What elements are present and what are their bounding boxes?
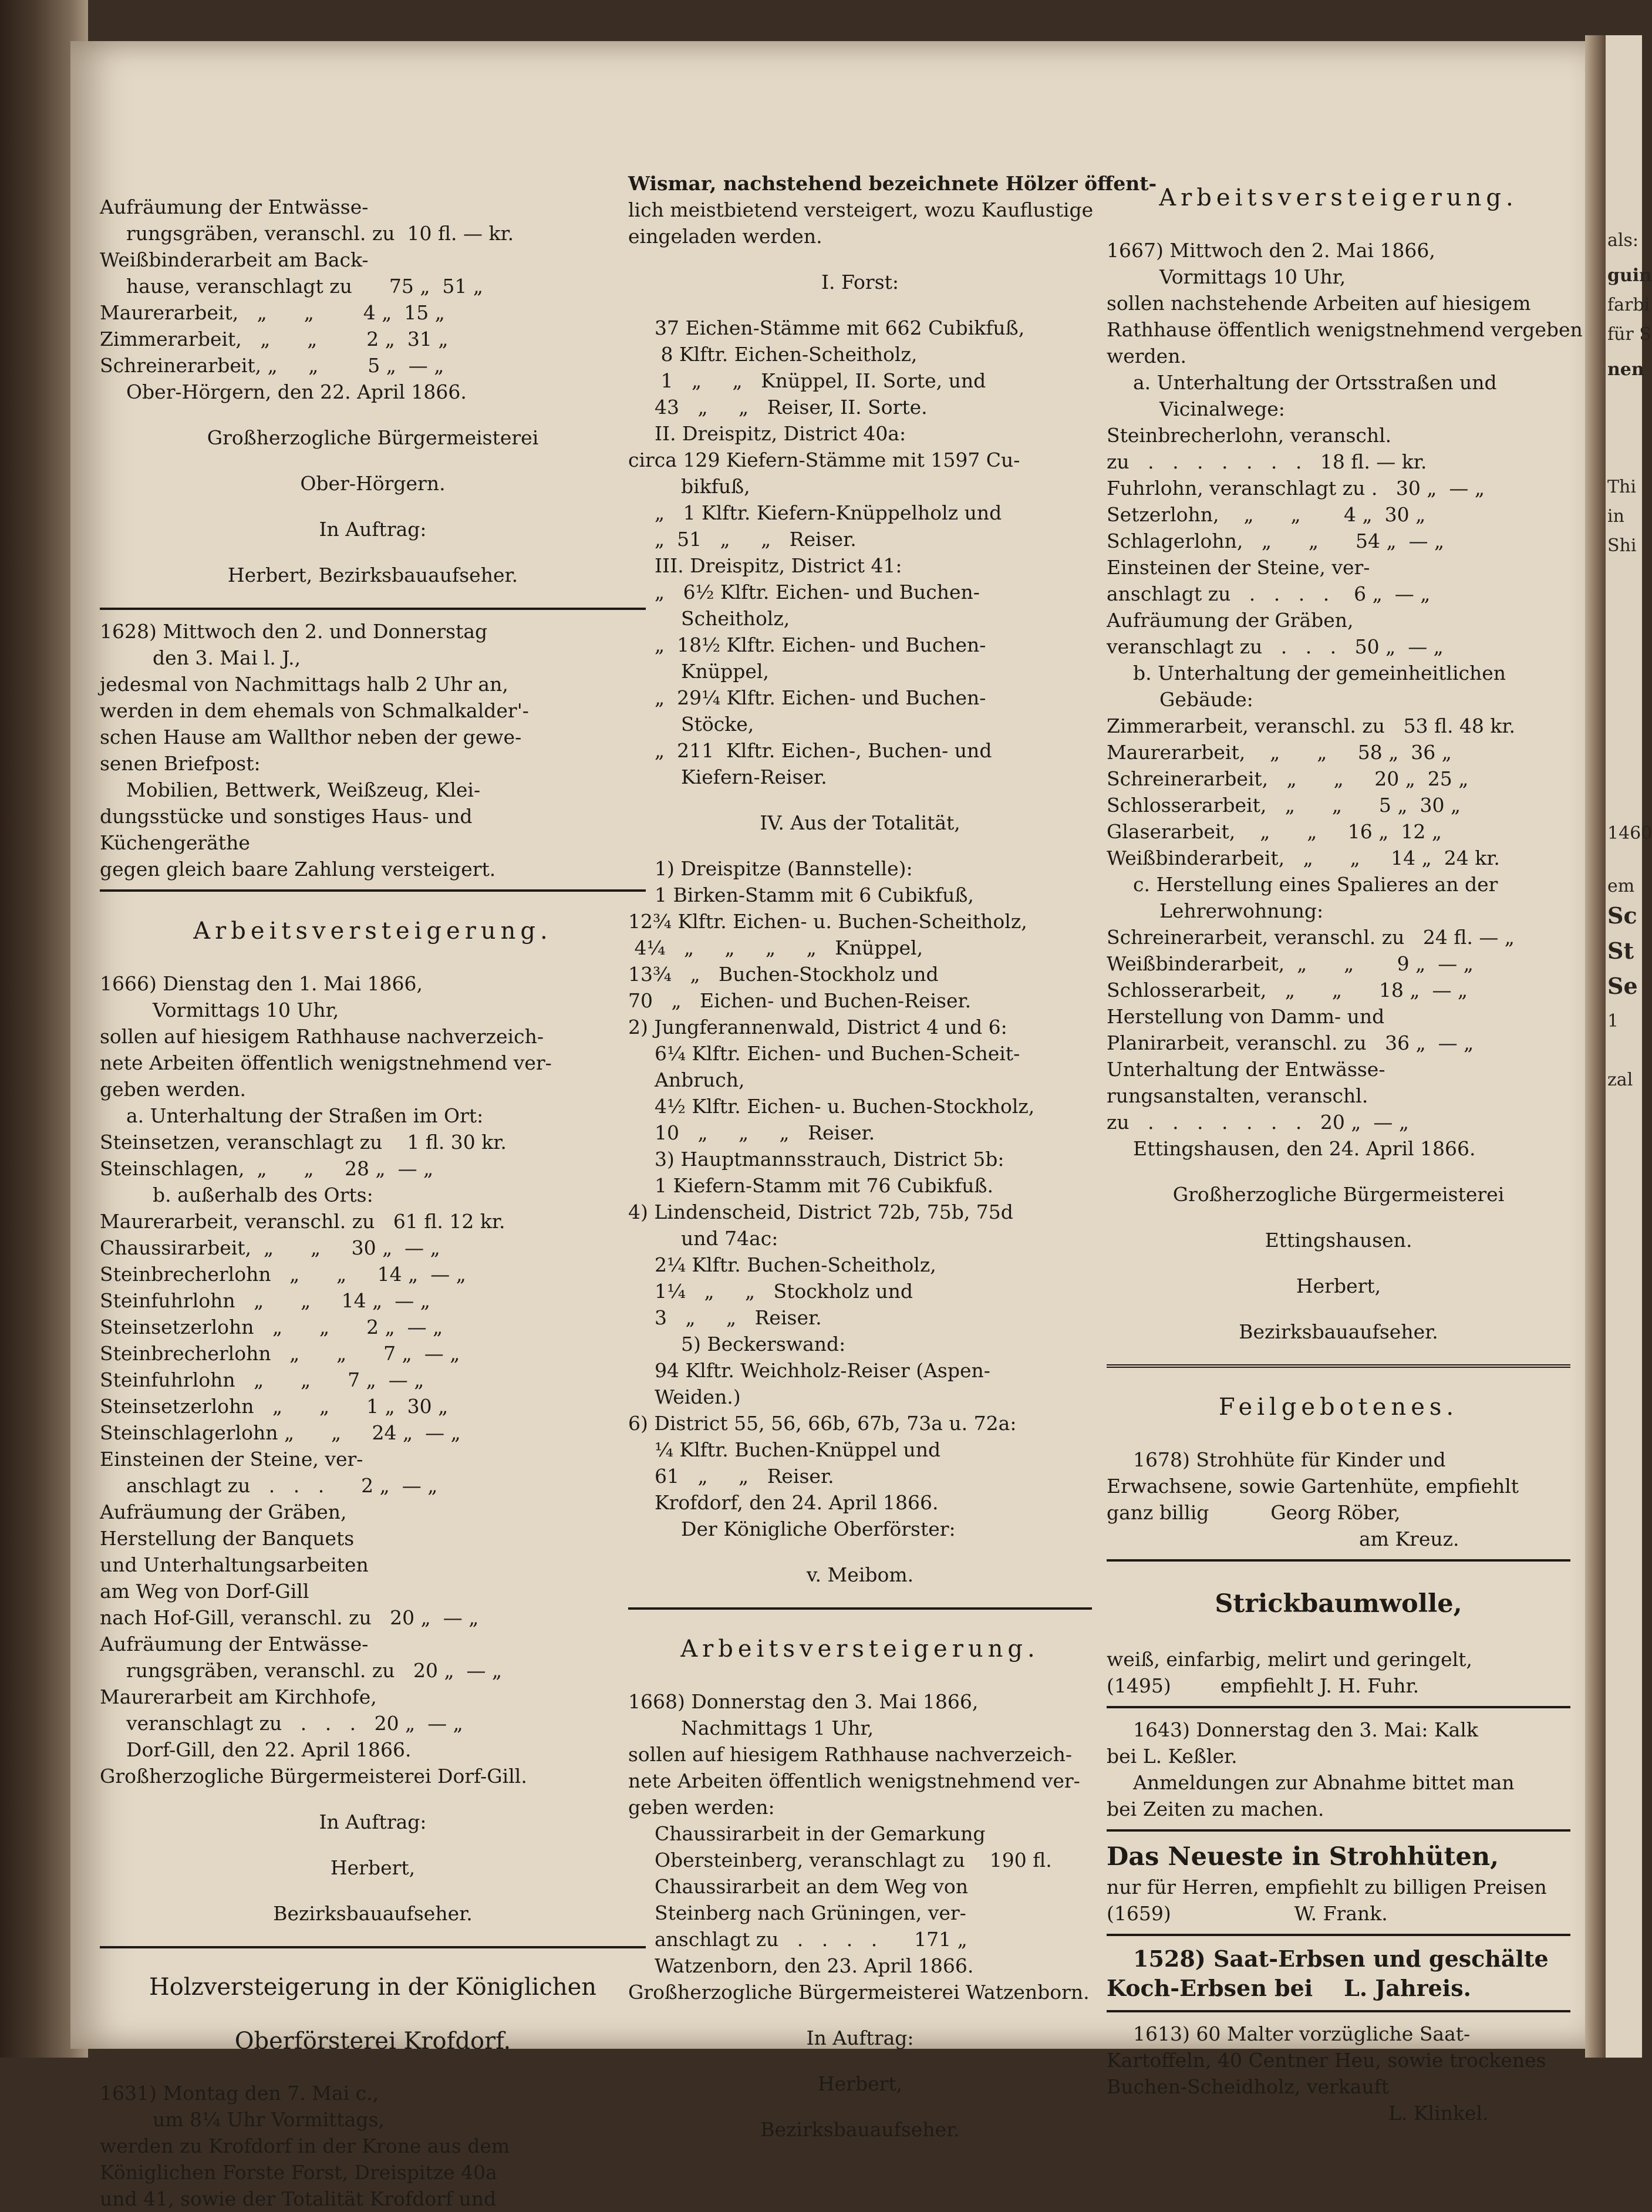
text-line: In Auftrag: xyxy=(319,1810,427,1833)
text-line: 1) Dreispitze (Bannstelle): xyxy=(655,857,913,880)
text-line: 4¼ „ „ „ „ Knüppel, xyxy=(628,936,923,959)
divider xyxy=(100,608,646,610)
text-line: Watzenborn, den 23. April 1866. xyxy=(655,1954,974,1977)
adjacent-fragment: Se xyxy=(1607,973,1638,999)
text-line: 70 „ Eichen- und Buchen-Reiser. xyxy=(628,989,972,1012)
text-line: 6) District 55, 56, 66b, 67b, 73a u. 72a: xyxy=(628,1412,1017,1435)
text-line: bei Zeiten zu machen. xyxy=(1107,1798,1324,1820)
text-line: Obersteinberg, veranschlagt zu 190 fl. xyxy=(655,1849,1052,1872)
text-line: Lehrerwohnung: xyxy=(1159,899,1324,922)
text-line: Wismar, nachstehend bezeichnete Hölzer öffent- xyxy=(628,172,1157,195)
text-line: 1 Birken-Stamm mit 6 Cubikfuß, xyxy=(655,884,974,906)
text-line: a. Unterhaltung der Straßen im Ort: xyxy=(126,1104,484,1127)
text-line: Steinsetzerlohn „ „ 2 „ — „ xyxy=(100,1316,443,1338)
text-line: Setzerlohn, „ „ 4 „ 30 „ xyxy=(1107,503,1426,526)
text-line: Küchengeräthe xyxy=(100,831,250,854)
text-line: 1678) Strohhüte für Kinder und xyxy=(1133,1448,1446,1471)
text-line: circa 129 Kiefern-Stämme mit 1597 Cu- xyxy=(628,449,1020,471)
text-line: Chaussirarbeit, „ „ 30 „ — „ xyxy=(100,1236,440,1259)
ad-1613 xyxy=(1107,2021,1570,2126)
adjacent-fragment: nen xyxy=(1607,359,1644,380)
text-line: Großherzogliche Bürgermeisterei xyxy=(1172,1183,1505,1206)
text-line: Maurerarbeit, „ „ 4 „ 15 „ xyxy=(100,301,445,324)
text-line: „ 29¼ Klftr. Eichen- und Buchen- xyxy=(655,686,986,709)
text-line: 2) Jungferannenwald, District 4 und 6: xyxy=(628,1016,1007,1038)
text-line: 3 „ „ Reiser. xyxy=(655,1306,822,1329)
text-line: Weißbinderarbeit, „ „ 9 „ — „ xyxy=(1107,952,1474,975)
divider xyxy=(100,1946,646,1948)
text-line: Maurerarbeit am Kirchhofe, xyxy=(100,1685,377,1708)
text-line: 6¼ Klftr. Eichen- und Buchen-Scheit- xyxy=(655,1042,1020,1065)
text-line: Aufräumung der Gräben, xyxy=(100,1500,347,1523)
adjacent-fragment: em xyxy=(1607,876,1635,896)
text-line: um 8¼ Uhr Vormittags, xyxy=(153,2108,385,2131)
text-line: Großherzogliche Bürgermeisterei Dorf-Gill. xyxy=(100,1765,527,1788)
text-line: Zimmerarbeit, veranschl. zu 53 fl. 48 kr. xyxy=(1107,714,1516,737)
text-line: Schreinerarbeit, „ „ 5 „ — „ xyxy=(100,354,444,377)
heading-arbeitsversteigerung: Arbeitsversteigerung. xyxy=(1159,184,1518,211)
text-line: anschlagt zu . . . 2 „ — „ xyxy=(126,1474,438,1497)
column-right xyxy=(1107,159,1583,2126)
signature-line: Herbert, xyxy=(330,1856,416,1879)
text-line: Krofdorf, den 24. April 1866. xyxy=(655,1491,939,1514)
text-line: Steinfuhrlohn „ „ 7 „ — „ xyxy=(100,1368,424,1391)
text-line: Steinberg nach Grüningen, ver- xyxy=(655,1901,966,1924)
text-line: Vicinalwege: xyxy=(1159,397,1285,420)
text-line: bei L. Keßler. xyxy=(1107,1745,1238,1768)
text-line: 2¼ Klftr. Buchen-Scheitholz, xyxy=(655,1253,936,1276)
text-line: hause, veranschlagt zu 75 „ 51 „ xyxy=(126,275,483,298)
adjacent-fragment: Thi xyxy=(1607,477,1636,497)
text-line: Vormittags 10 Uhr, xyxy=(1159,265,1346,288)
text-line: sollen auf hiesigem Rathhause nachverzeich- xyxy=(628,1743,1072,1766)
text-line: Rathhause öffentlich wenigstnehmend vergeben xyxy=(1107,318,1583,341)
adjacent-fragment: St xyxy=(1607,938,1634,964)
text-line: II. Dreispitz, District 40a: xyxy=(655,422,906,445)
text-line: Steinbrecherlohn „ „ 7 „ — „ xyxy=(100,1342,460,1365)
ad-title: Strickbaumwolle, xyxy=(1215,1589,1462,1618)
adjacent-fragment: zal xyxy=(1607,1070,1633,1090)
text-line: eingeladen werden. xyxy=(628,225,822,248)
text-line: Nachmittags 1 Uhr, xyxy=(681,1717,874,1739)
text-line: und 41, sowie der Totalität Krofdorf und xyxy=(100,2187,497,2210)
ad-1643 xyxy=(1107,1717,1570,1822)
adjacent-fragment: für S xyxy=(1607,324,1651,345)
text-line: 1¼ „ „ Stockholz und xyxy=(655,1280,913,1303)
notice-1631 xyxy=(100,1972,646,2212)
text-line: In Auftrag: xyxy=(806,2026,914,2049)
adjacent-fragment: in xyxy=(1607,506,1624,527)
text-line: werden zu Krofdorf in der Krone aus dem xyxy=(100,2135,510,2157)
text-line: Steinbrecherlohn „ „ 14 „ — „ xyxy=(100,1263,466,1286)
text-line: rungsanstalten, veranschl. xyxy=(1107,1084,1368,1107)
text-line: Schlagerlohn, „ „ 54 „ — „ xyxy=(1107,530,1445,552)
text-line: Aufräumung der Gräben, xyxy=(1107,609,1354,632)
text-line: Steinbrecherlohn, veranschl. xyxy=(1107,424,1392,447)
text-line: Bezirksbauaufseher. xyxy=(273,1902,473,1925)
text-line: 1613) 60 Malter vorzügliche Saat- xyxy=(1133,2022,1471,2045)
text-line: ¼ Klftr. Buchen-Knüppel und xyxy=(655,1438,941,1461)
text-line: veranschlagt zu . . . 20 „ — „ xyxy=(126,1712,463,1735)
text-line: Schlosserarbeit, „ „ 18 „ — „ xyxy=(1107,979,1468,1002)
column-middle xyxy=(628,170,1157,2162)
text-line: Maurerarbeit, „ „ 58 „ 36 „ xyxy=(1107,741,1452,764)
text-line: geben werden. xyxy=(100,1078,246,1101)
text-line: zu . . . . . . . 18 fl. — kr. xyxy=(1107,450,1427,473)
text-line: Großherzogliche Bürgermeisterei xyxy=(207,426,539,449)
text-line: Anbruch, xyxy=(655,1068,745,1091)
text-line: Weißbinderarbeit, „ „ 14 „ 24 kr. xyxy=(1107,847,1500,869)
text-line: „ 6½ Klftr. Eichen- und Buchen- xyxy=(655,581,980,603)
text-line: 1628) Mittwoch den 2. und Donnerstag xyxy=(100,620,488,643)
text-line: sollen nachstehende Arbeiten auf hiesigem xyxy=(1107,292,1531,315)
divider xyxy=(1107,1934,1570,1936)
ad-1678 xyxy=(1107,1446,1570,1552)
text-line: Fuhrlohn, veranschlagt zu . 30 „ — „ xyxy=(1107,477,1485,500)
text-line: Bezirksbauaufseher. xyxy=(760,2118,960,2141)
text-line: Schreinerarbeit, „ „ 20 „ 25 „ xyxy=(1107,767,1469,790)
text-line: 1 „ „ Knüppel, II. Sorte, und xyxy=(655,369,986,392)
text-line: Steinsetzerlohn „ „ 1 „ 30 „ xyxy=(100,1395,449,1418)
notice-1628 xyxy=(100,618,646,882)
adjacent-fragment: guin xyxy=(1607,265,1652,286)
adjacent-fragment: als: xyxy=(1607,230,1638,251)
text-line: Ettingshausen. xyxy=(1265,1229,1412,1252)
text-line: 10 „ „ „ Reiser. xyxy=(655,1121,875,1144)
text-line: rungsgräben, veranschl. zu 10 fl. — kr. xyxy=(126,222,514,245)
text-line: veranschlagt zu . . . 50 „ — „ xyxy=(1107,635,1444,658)
text-line: weiß, einfarbig, melirt und geringelt, xyxy=(1107,1648,1472,1671)
text-line: Steinschlagerlohn „ „ 24 „ — „ xyxy=(100,1421,461,1444)
text-line: Chaussirarbeit in der Gemarkung xyxy=(655,1822,986,1845)
text-line: und Unterhaltungsarbeiten xyxy=(100,1553,369,1576)
heading-holzversteigerung-sub: Oberförsterei Krofdorf. xyxy=(234,2028,511,2055)
heading-arbeitsversteigerung: Arbeitsversteigerung. xyxy=(193,918,552,945)
text-line: 94 Klftr. Weichholz-Reiser (Aspen- xyxy=(655,1359,990,1382)
text-line: Dorf-Gill, den 22. April 1866. xyxy=(126,1738,412,1761)
divider xyxy=(1107,1364,1570,1368)
text-line: „ 18½ Klftr. Eichen- und Buchen- xyxy=(655,633,986,656)
text-line: anschlagt zu . . . . 171 „ xyxy=(655,1928,967,1951)
text-line: Buchen-Scheidholz, verkauft xyxy=(1107,2075,1390,2098)
column-left xyxy=(100,194,646,2212)
notice-ober-hoergern xyxy=(100,194,646,588)
notice-1668 xyxy=(628,1688,1092,2143)
text-line: nete Arbeiten öffentlich wenigstnehmend ver- xyxy=(628,1769,1080,1792)
text-line: Einsteinen der Steine, ver- xyxy=(100,1448,363,1471)
text-line: b. außerhalb des Orts: xyxy=(153,1183,373,1206)
text-line: Planirarbeit, veranschl. zu 36 „ — „ xyxy=(1107,1031,1474,1054)
text-line: 12¾ Klftr. Eichen- u. Buchen-Scheitholz, xyxy=(628,910,1027,933)
text-line: 5) Beckerswand: xyxy=(681,1333,846,1355)
text-line: ganz billig Georg Röber, xyxy=(1107,1501,1401,1524)
text-line: Aufräumung der Entwässe- xyxy=(100,195,369,218)
text-line: Anmeldungen zur Abnahme bittet man xyxy=(1133,1771,1515,1794)
divider xyxy=(1107,1706,1570,1708)
text-line: Glaserarbeit, „ „ 16 „ 12 „ xyxy=(1107,820,1442,843)
text-line: Vormittags 10 Uhr, xyxy=(153,999,339,1021)
heading-feilgebotenes: Feilgebotenes. xyxy=(1218,1394,1459,1421)
text-line: 4½ Klftr. Eichen- u. Buchen-Stockholz, xyxy=(655,1095,1035,1118)
text-line: lich meistbietend versteigert, wozu Kauflustige xyxy=(628,198,1094,221)
text-line: I. Forst: xyxy=(821,271,899,294)
text-line: Schlosserarbeit, „ „ 5 „ 30 „ xyxy=(1107,794,1461,817)
text-line: geben werden: xyxy=(628,1796,775,1819)
ad-title: Das Neueste in Strohhüten, xyxy=(1107,1842,1499,1872)
text-line: nete Arbeiten öffentlich wenigstnehmend ver- xyxy=(100,1051,552,1074)
text-line: Weißbinderarbeit am Back- xyxy=(100,248,369,271)
text-line: L. Klinkel. xyxy=(1388,2102,1489,2125)
ad-1659 xyxy=(1107,1840,1570,1927)
signature-line: v. Meibom. xyxy=(806,1563,914,1586)
text-line: Der Königliche Oberförster: xyxy=(681,1518,956,1540)
text-line: (1495) empfiehlt J. H. Fuhr. xyxy=(1107,1674,1420,1697)
text-line: 1 Kiefern-Stamm mit 76 Cubikfuß. xyxy=(655,1174,994,1197)
text-line: bikfuß, xyxy=(681,475,750,498)
ad-1528 xyxy=(1107,1944,1570,2003)
text-line: werden in dem ehemals von Schmalkalder'- xyxy=(100,699,529,722)
text-line: 8 Klftr. Eichen-Scheitholz, xyxy=(655,343,918,366)
text-line: b. Unterhaltung der gemeinheitlichen xyxy=(1133,662,1506,684)
page-gutter xyxy=(1585,35,1606,2058)
text-line: dungsstücke und sonstiges Haus- und xyxy=(100,805,473,828)
text-line: den 3. Mai l. J., xyxy=(153,646,301,669)
text-line: Schreinerarbeit, veranschl. zu 24 fl. — „ xyxy=(1107,926,1515,949)
text-line: c. Herstellung eines Spalieres an der xyxy=(1133,873,1498,896)
divider xyxy=(100,889,646,892)
text-line: werden. xyxy=(1107,345,1186,367)
text-line: jedesmal von Nachmittags halb 2 Uhr an, xyxy=(100,673,508,696)
text-line: Gebäude: xyxy=(1159,688,1253,711)
text-line: 1668) Donnerstag den 3. Mai 1866, xyxy=(628,1690,979,1713)
heading-holzversteigerung: Holzversteigerung in der Königlichen xyxy=(149,1974,597,2001)
adjacent-fragment: 1460 xyxy=(1607,823,1652,844)
text-line: rungsgräben, veranschl. zu 20 „ — „ xyxy=(126,1659,503,1682)
divider xyxy=(1107,1829,1570,1832)
text-line: „ 211 Klftr. Eichen-, Buchen- und xyxy=(655,739,992,762)
text-line: „ 51 „ „ Reiser. xyxy=(655,528,857,551)
text-line: III. Dreispitz, District 41: xyxy=(655,554,902,577)
text-line: 1667) Mittwoch den 2. Mai 1866, xyxy=(1107,239,1435,262)
text-line: 61 „ „ Reiser. xyxy=(655,1465,834,1488)
text-line: Kiefern-Reiser. xyxy=(681,766,827,788)
text-line: Bezirksbauaufseher. xyxy=(1239,1320,1438,1343)
text-line: Zimmerarbeit, „ „ 2 „ 31 „ xyxy=(100,328,449,350)
text-line: Koch-Erbsen bei L. Jahreis. xyxy=(1107,1975,1471,2001)
divider xyxy=(1107,1559,1570,1562)
text-line: nach Hof-Gill, veranschl. zu 20 „ — „ xyxy=(100,1606,479,1629)
text-line: 13¾ „ Buchen-Stockholz und xyxy=(628,963,939,986)
text-line: Ober-Hörgern. xyxy=(300,472,446,495)
text-line: Steinsetzen, veranschlagt zu 1 fl. 30 kr. xyxy=(100,1131,507,1154)
text-line: 1666) Dienstag den 1. Mai 1866, xyxy=(100,972,423,995)
signature-line: Herbert, xyxy=(817,2072,903,2095)
text-line: Scheitholz, xyxy=(681,607,790,630)
text-line: zu . . . . . . . 20 „ — „ xyxy=(1107,1111,1409,1134)
text-line: nur für Herren, empfiehlt zu billigen Preisen xyxy=(1107,1876,1547,1899)
divider xyxy=(628,1607,1092,1610)
text-line: 1631) Montag den 7. Mai c., xyxy=(100,2082,379,2105)
text-line: Aufräumung der Entwässe- xyxy=(100,1633,369,1655)
text-line: (1659) W. Frank. xyxy=(1107,1902,1388,1925)
text-line: Herstellung der Banquets xyxy=(100,1527,355,1550)
adjacent-fragment: farbi xyxy=(1607,295,1650,315)
text-line: 1643) Donnerstag den 3. Mai: Kalk xyxy=(1133,1718,1478,1741)
text-line: Knüppel, xyxy=(681,660,769,683)
text-line: senen Briefpost: xyxy=(100,752,261,775)
ad-1495 xyxy=(1107,1587,1570,1699)
text-line: Steinfuhrlohn „ „ 14 „ — „ xyxy=(100,1289,430,1312)
divider xyxy=(1107,2010,1570,2012)
notice-1631-continued xyxy=(628,170,1157,1588)
text-line: Königlichen Forste Forst, Dreispitze 40a xyxy=(100,2161,497,2184)
text-line: 4) Lindenscheid, District 72b, 75b, 75d xyxy=(628,1201,1013,1223)
text-line: am Kreuz. xyxy=(1359,1528,1459,1550)
adjacent-fragment: 1 xyxy=(1607,1011,1619,1031)
text-line: Einsteinen der Steine, ver- xyxy=(1107,556,1370,579)
signature-line: Herbert, xyxy=(1296,1274,1381,1297)
text-line: Maurerarbeit, veranschl. zu 61 fl. 12 kr. xyxy=(100,1210,505,1233)
text-line: Stöcke, xyxy=(681,713,754,736)
text-line: Chaussirarbeit an dem Weg von xyxy=(655,1875,969,1898)
adjacent-fragment: Sc xyxy=(1607,902,1637,929)
text-line: 1528) Saat-Erbsen und geschälte xyxy=(1133,1945,1549,1972)
adjacent-fragment: Shi xyxy=(1607,535,1637,556)
text-line: „ 1 Klftr. Kiefern-Knüppelholz und xyxy=(655,501,1002,524)
text-line: Ettingshausen, den 24. April 1866. xyxy=(1133,1137,1476,1160)
text-line: gegen gleich baare Zahlung versteigert. xyxy=(100,858,496,881)
text-line: sollen auf hiesigem Rathhause nachverzeich- xyxy=(100,1025,544,1048)
notice-1667 xyxy=(1107,237,1583,1345)
text-line: 3) Hauptmannsstrauch, District 5b: xyxy=(655,1148,1004,1171)
text-line: anschlagt zu . . . . 6 „ — „ xyxy=(1107,582,1431,605)
text-line: Ober-Hörgern, den 22. April 1866. xyxy=(126,380,467,403)
text-line: IV. Aus der Totalität, xyxy=(760,811,960,834)
text-line: a. Unterhaltung der Ortsstraßen und xyxy=(1133,371,1497,394)
text-line: Kartoffeln, 40 Centner Heu, sowie trockenes xyxy=(1107,2049,1546,2072)
text-line: Steinschlagen, „ „ 28 „ — „ xyxy=(100,1157,434,1180)
text-line: und 74ac: xyxy=(681,1227,778,1250)
signature-line: Herbert, Bezirksbauaufseher. xyxy=(227,564,518,586)
text-line: Weiden.) xyxy=(655,1385,741,1408)
text-line: 43 „ „ Reiser, II. Sorte. xyxy=(655,396,928,419)
text-line: Herstellung von Damm- und xyxy=(1107,1005,1385,1028)
text-line: am Weg von Dorf-Gill xyxy=(100,1580,309,1603)
heading-arbeitsversteigerung: Arbeitsversteigerung. xyxy=(680,1636,1040,1663)
text-line: In Auftrag: xyxy=(319,518,427,541)
text-line: Mobilien, Bettwerk, Weißzeug, Klei- xyxy=(126,778,481,801)
text-line: Erwachsene, sowie Gartenhüte, empfiehlt xyxy=(1107,1475,1519,1498)
notice-1666 xyxy=(100,970,646,1927)
text-line: Unterhaltung der Entwässe- xyxy=(1107,1058,1385,1081)
text-line: 37 Eichen-Stämme mit 662 Cubikfuß, xyxy=(655,316,1025,339)
text-line: schen Hause am Wallthor neben der gewe- xyxy=(100,726,522,748)
text-line: Großherzogliche Bürgermeisterei Watzenborn. xyxy=(628,1981,1090,2004)
